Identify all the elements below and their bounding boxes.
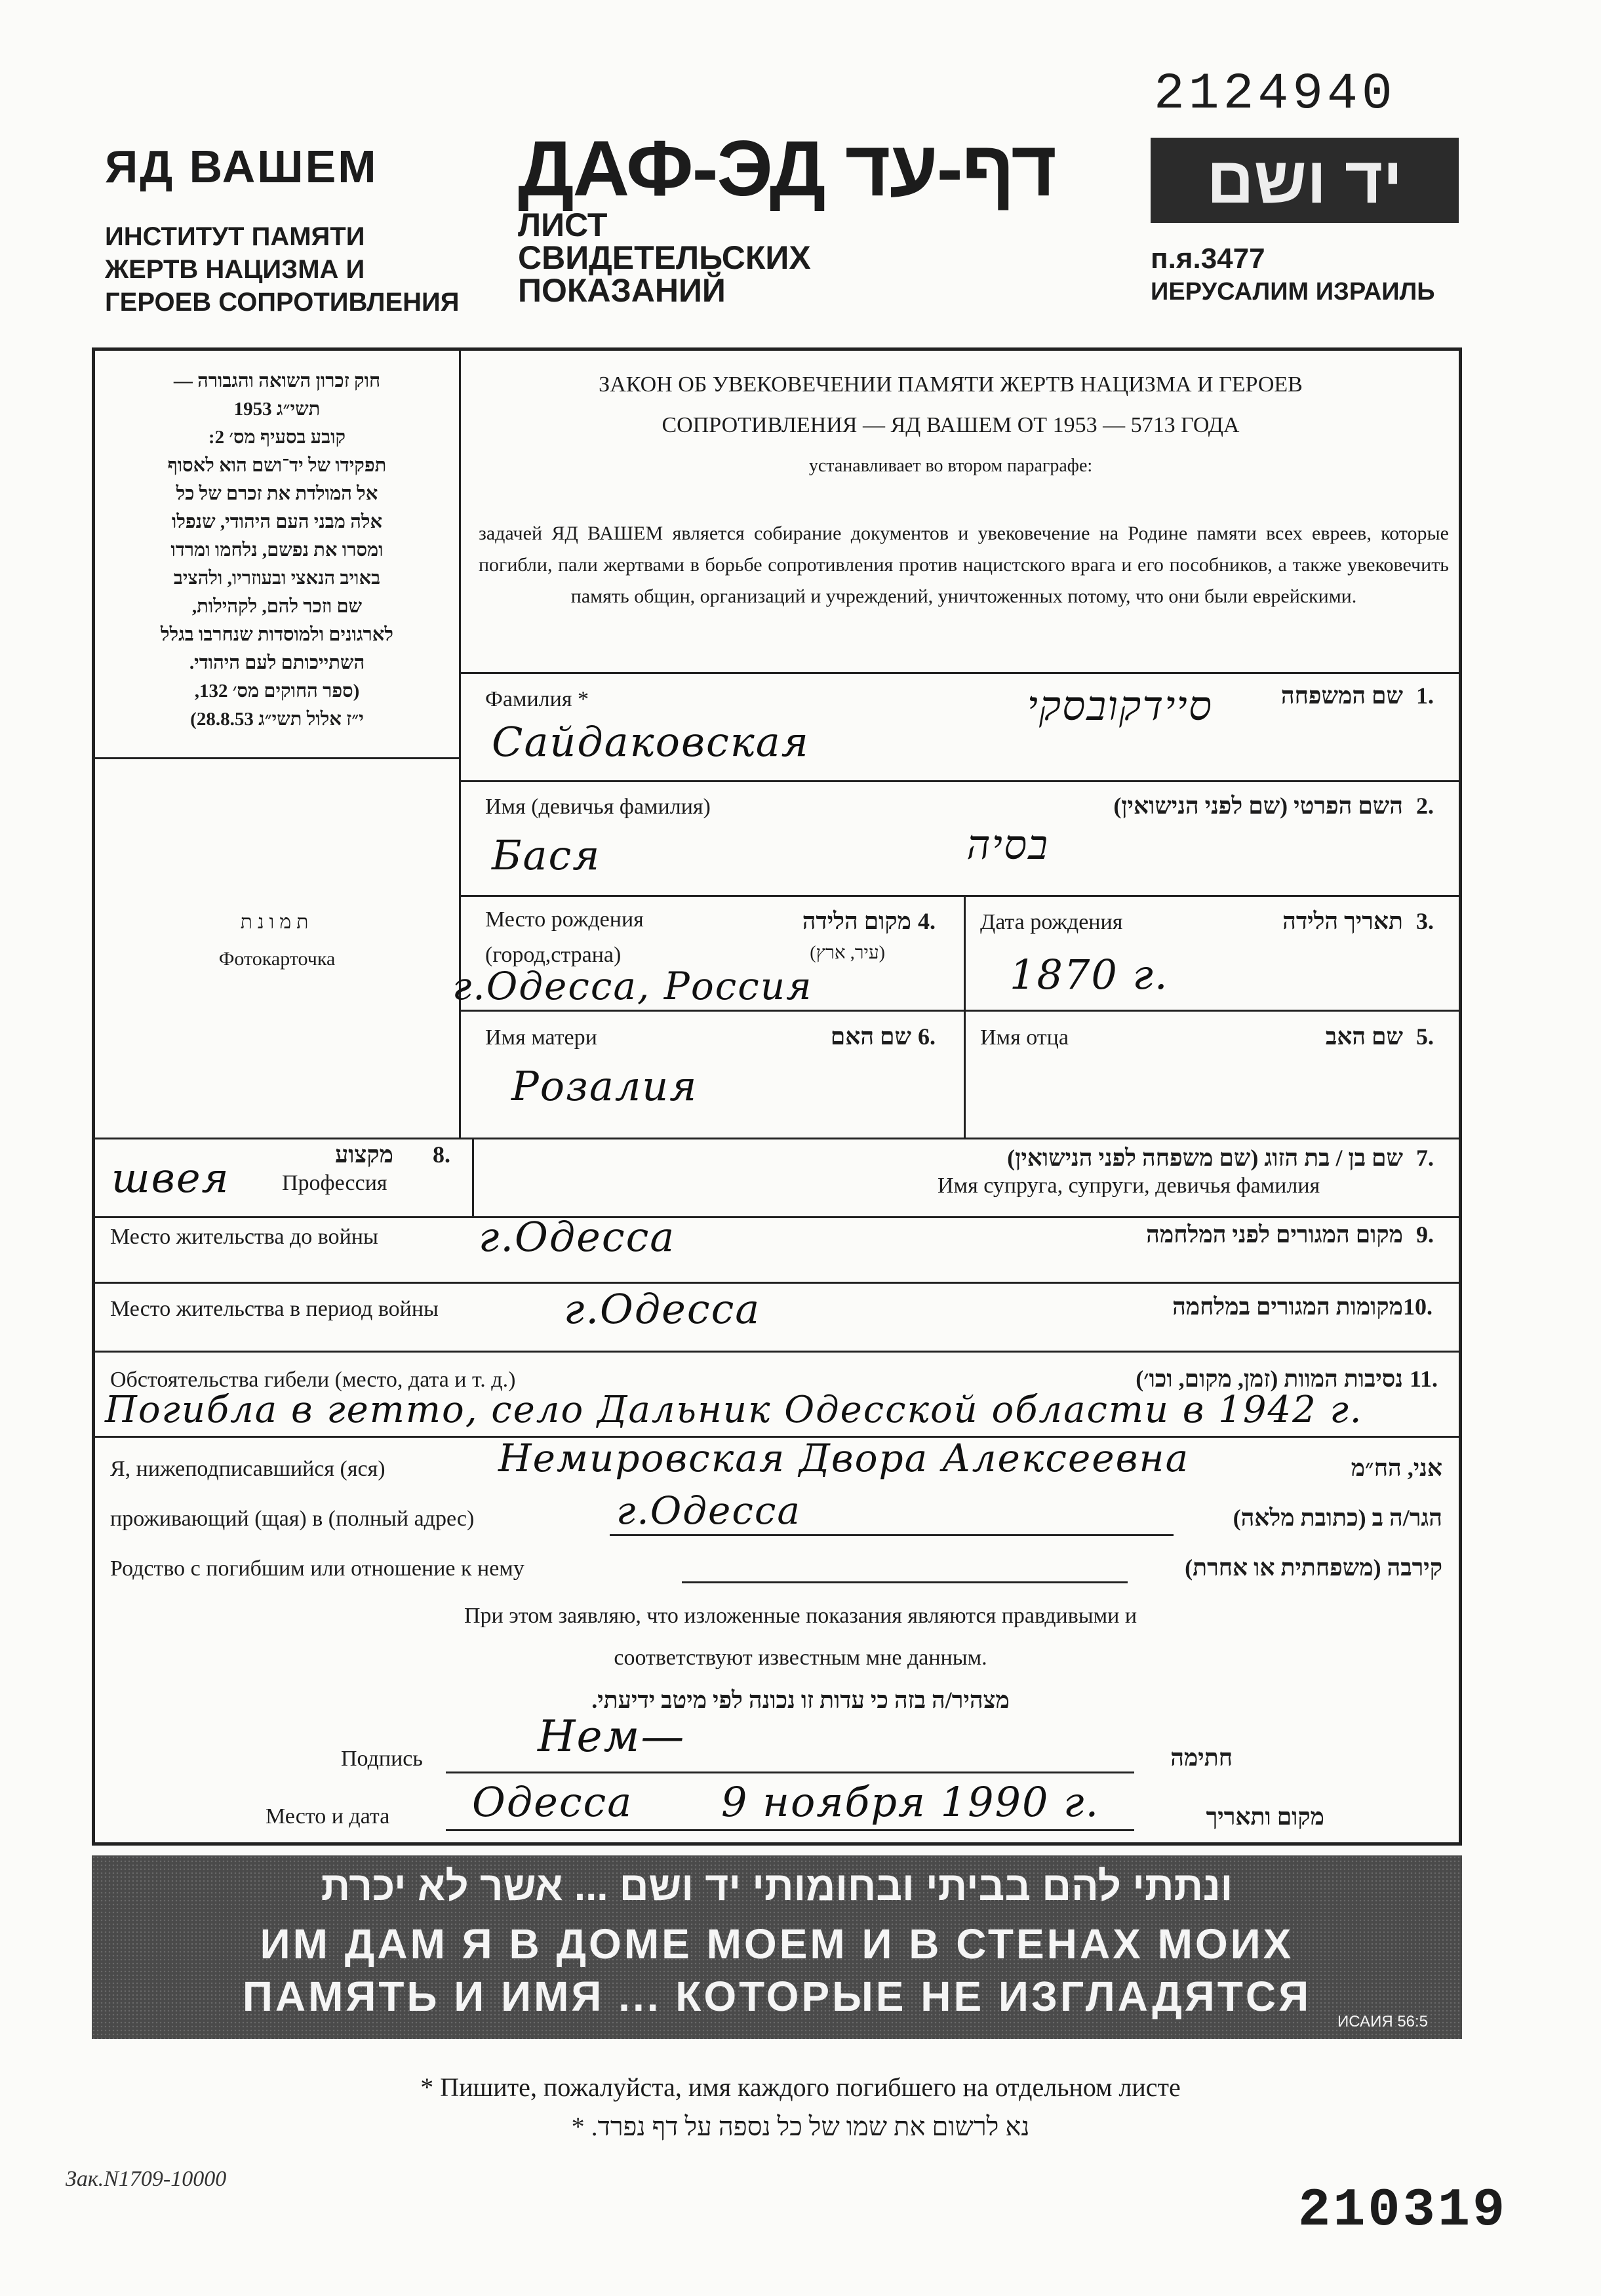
date-field[interactable]: 9 ноября 1990 г. (721, 1778, 1100, 1826)
first-name-field[interactable]: Бася (492, 831, 601, 879)
father-name-label: Имя отца (980, 1025, 1069, 1050)
death-circumstances-label-he: נסיבות המוות (זמן, מקום, וכו׳) (1136, 1366, 1403, 1392)
first-name-he-field[interactable]: בסיה (966, 821, 1049, 869)
yad-vashem-logo-box (1151, 138, 1459, 223)
law-title (498, 365, 1403, 486)
banner-russian-verse-1: ИМ ДАМ Я В ДОМЕ МОЕМ И В СТЕНАХ МОИХ (260, 1920, 1294, 1968)
place-date-label-he: מקום ותאריך (1206, 1804, 1324, 1830)
city-country: ИЕРУСАЛИМ ИЗРАИЛЬ (1151, 278, 1435, 306)
mother-name-field[interactable]: Розалия (511, 1062, 698, 1110)
wartime-residence-label: Место жительства в период войны (110, 1297, 439, 1321)
mother-name-label-he: שם האם (830, 1023, 911, 1050)
place-field[interactable]: Одесса (472, 1778, 633, 1826)
place-date-label: Место и дата (266, 1804, 390, 1829)
institute-line: ИНСТИТУТ ПАМЯТИ (105, 222, 365, 251)
law-title-line: СОПРОТИВЛЕНИЯ — ЯД ВАШЕМ ОТ 1953 — 5713 ГОДА (662, 413, 1240, 437)
banner-citation: ИСАИЯ 56:5 (1337, 2013, 1429, 2030)
divider (472, 1138, 474, 1216)
surname-field[interactable]: Сайдаковская (492, 718, 810, 766)
declarant-name-label-he: אני, הח״מ (1351, 1455, 1442, 1481)
wartime-residence-field[interactable]: г.Одесса (564, 1285, 761, 1333)
divider (92, 1351, 1462, 1353)
law-title-line: ЗАКОН ОБ УВЕКОВЕЧЕНИИ ПАМЯТИ ЖЕРТВ НАЦИЗМА И ГЕРОЕВ (599, 372, 1303, 397)
law-he-line: השתייכותם לעם היהודי. (189, 652, 365, 673)
divider (459, 1010, 1462, 1012)
list-title-line: ЛИСТ (518, 207, 608, 243)
field-number: 9. (1416, 1221, 1434, 1248)
divider (459, 895, 1462, 897)
declarant-address-label: проживающий (щая) в (полный адрес) (110, 1507, 475, 1531)
father-name-label-he: שם האב (1325, 1023, 1403, 1050)
declarant-address-field[interactable]: г.Одесса (616, 1488, 801, 1533)
divider (92, 1216, 1462, 1218)
list-title (518, 208, 811, 307)
law-he-line: אל המולדת את זכרם של כל (176, 483, 378, 504)
relationship-underline (682, 1581, 1128, 1583)
birthdate-label-he: תאריך הלידה (1282, 908, 1403, 934)
signature-underline (446, 1771, 1134, 1773)
field-number: 10. (1403, 1294, 1433, 1320)
law-he-line: קובע בסעיף מס׳ 2: (208, 427, 346, 448)
divider (92, 757, 459, 759)
declarant-address-label-he: הגר/ה ב (כתובת מלאה) (1233, 1505, 1442, 1531)
first-name-label-he: השם הפרטי (שם לפני הנישואין) (1113, 793, 1403, 819)
yad-vashem-he-title: יד ושם (1206, 144, 1403, 217)
law-he-line: חוק זכרון השואה והגבורה — (173, 370, 381, 391)
law-he-line: באויב הנאצי ובעוזריו, ולהציב (173, 568, 381, 589)
first-name-label: Имя (девичья фамилия) (485, 795, 711, 819)
declarant-name-label: Я, нижеподписавшийся (яся) (110, 1457, 385, 1481)
divider (459, 780, 1462, 782)
serial-number-top: 2124940 (1154, 66, 1396, 123)
declarant-name-field[interactable]: Немировская Двора Алексеевна (498, 1436, 1190, 1480)
mother-name-label: Имя матери (485, 1025, 597, 1050)
surname-he-field[interactable]: סיידקובסקי (1027, 682, 1213, 730)
birthplace-sublabel: (город,страна) (485, 943, 622, 967)
field-number: 6. (918, 1023, 936, 1050)
address-underline (610, 1534, 1174, 1536)
list-title-line: ПОКАЗАНИЙ (518, 272, 726, 309)
scripture-banner (92, 1855, 1462, 2039)
banner-russian-verse-2: ПАМЯТЬ И ИМЯ ... КОТОРЫЕ НЕ ИЗГЛАДЯТСЯ (242, 1973, 1312, 2020)
signature-label: Подпись (341, 1747, 423, 1771)
birthplace-label-he: מקום הלידה (802, 908, 911, 934)
print-stamp: Зак.N1709-10000 (66, 2167, 227, 2191)
spouse-label: Имя супруга, супруги, девичья фамилия (938, 1174, 1320, 1198)
prewar-residence-label: Место жительства до войны (110, 1225, 378, 1249)
po-box: п.я.3477 (1151, 243, 1265, 275)
birthplace-field[interactable]: г.Одесса, Россия (452, 964, 813, 1008)
place-date-underline (446, 1829, 1134, 1831)
relationship-label-he: קירבה (משפחתית או אחרת) (1185, 1554, 1442, 1581)
divider (459, 672, 1462, 674)
law-title-line: устанавливает во втором параграфе: (808, 456, 1093, 476)
relationship-label: Родство с погибшим или отношение к нему (110, 1556, 524, 1581)
prewar-residence-label-he: מקום המגורים לפני המלחמה (1146, 1221, 1403, 1248)
footer-note-he: נא לרשום את שמו של כל נספה על דף נפרד. * (571, 2112, 1030, 2141)
daf-ed-title: ДАФ-ЭД דף-עד (518, 125, 1056, 212)
field-number: 5. (1416, 1023, 1434, 1050)
banner-hebrew-verse: ונתתי להם בביתי ובחומותי יד ושם ... אשר לא יכרת (321, 1864, 1233, 1909)
field-number: 4. (918, 908, 936, 934)
field-number: 2. (1416, 793, 1434, 819)
divider (964, 895, 966, 1138)
prewar-residence-field[interactable]: г.Одесса (479, 1213, 676, 1261)
death-circumstances-label: Обстоятельства гибели (место, дата и т. д.) (110, 1368, 516, 1392)
law-he-line: שם וזכר להם, לקהילות, (191, 596, 363, 617)
field-number: 7. (1416, 1145, 1434, 1171)
law-he-line: לארגונים ולמוסדות שנחרבו בגלל (161, 624, 393, 645)
institute-name (105, 220, 460, 319)
wartime-residence-label-he: מקומות המגורים במלחמה (1172, 1294, 1403, 1320)
signature-field[interactable]: Нем— (538, 1711, 686, 1762)
field-number: 3. (1416, 908, 1434, 934)
surname-label: Фамилия * (485, 687, 589, 711)
law-he-line: י״ז אלול תשי״ג 28.8.53) (190, 709, 364, 730)
divider (92, 1282, 1462, 1284)
list-title-line: СВИДЕТЕЛЬСКИХ (518, 239, 811, 276)
death-circumstances-field[interactable]: Погибла в гетто, село Дальник Одесской области в 1942 г. (105, 1389, 1363, 1431)
statement-ru-2: соответствуют известным мне данным. (614, 1646, 987, 1670)
profession-field[interactable]: швея (111, 1154, 230, 1202)
field-number: 1. (1416, 683, 1434, 709)
birthplace-label: Место рождения (485, 907, 644, 932)
birthdate-field[interactable]: 1870 г. (1010, 951, 1169, 999)
surname-label-he: שם המשפחה (1280, 683, 1403, 709)
law-paragraph: задачей ЯД ВАШЕМ является собирание документов и увековечение на Родине памяти всех евреев, которые погибли, пали жертвами в борьбе сопротивления против нацистского врага и его пособников, а также увековечить память общин, организаций и учреждений, уничтоженных потому, что они были еврейскими. (479, 523, 1449, 607)
field-number: 11. (1410, 1366, 1438, 1392)
law-hebrew-text (98, 367, 456, 734)
law-he-line: תשי״ג 1953 (233, 399, 321, 420)
statement-he: מצהיר/ה בזה כי עדות זו נכונה לפי מיטב ידיעתי. (591, 1687, 1010, 1713)
photo-label-he: תמונת (240, 911, 314, 933)
institute-line: ГЕРОЕВ СОПРОТИВЛЕНИЯ (105, 288, 460, 317)
profession-label: Профессия (282, 1171, 387, 1195)
birthplace-sublabel-he: (עיר, ארץ) (810, 943, 885, 963)
signature-label-he: חתימה (1170, 1745, 1233, 1771)
divider (459, 351, 461, 1138)
yad-vashem-ru-title: ЯД ВАШЕМ (105, 141, 378, 192)
photo-label-ru: Фотокарточка (218, 948, 336, 970)
law-he-line: תפקידו של יד־ושם הוא לאסוף (167, 455, 387, 476)
divider (92, 1138, 1462, 1139)
profession-label-he: מקצוע (334, 1141, 393, 1168)
law-he-line: (ספר החוקים מס׳ 132, (194, 681, 360, 702)
law-he-line: ומסרו את נפשם, נלחמו ומרדו (170, 540, 384, 561)
field-number: 8. (433, 1141, 450, 1168)
statement-ru-1: При этом заявляю, что изложенные показания являются правдивыми и (464, 1604, 1137, 1628)
footer-note-ru: * Пишите, пожалуйста, имя каждого погибшего на отдельном листе (420, 2072, 1181, 2102)
law-he-line: אלה מבני העם היהודי, שנפלו (171, 511, 383, 532)
serial-number-bottom: 210319 (1298, 2180, 1508, 2241)
institute-line: ЖЕРТВ НАЦИЗМА И (105, 255, 365, 284)
spouse-label-he: שם בן / בת הזוג (שם משפחה לפני הנישואין) (1007, 1145, 1403, 1171)
birthdate-label: Дата рождения (980, 910, 1123, 934)
